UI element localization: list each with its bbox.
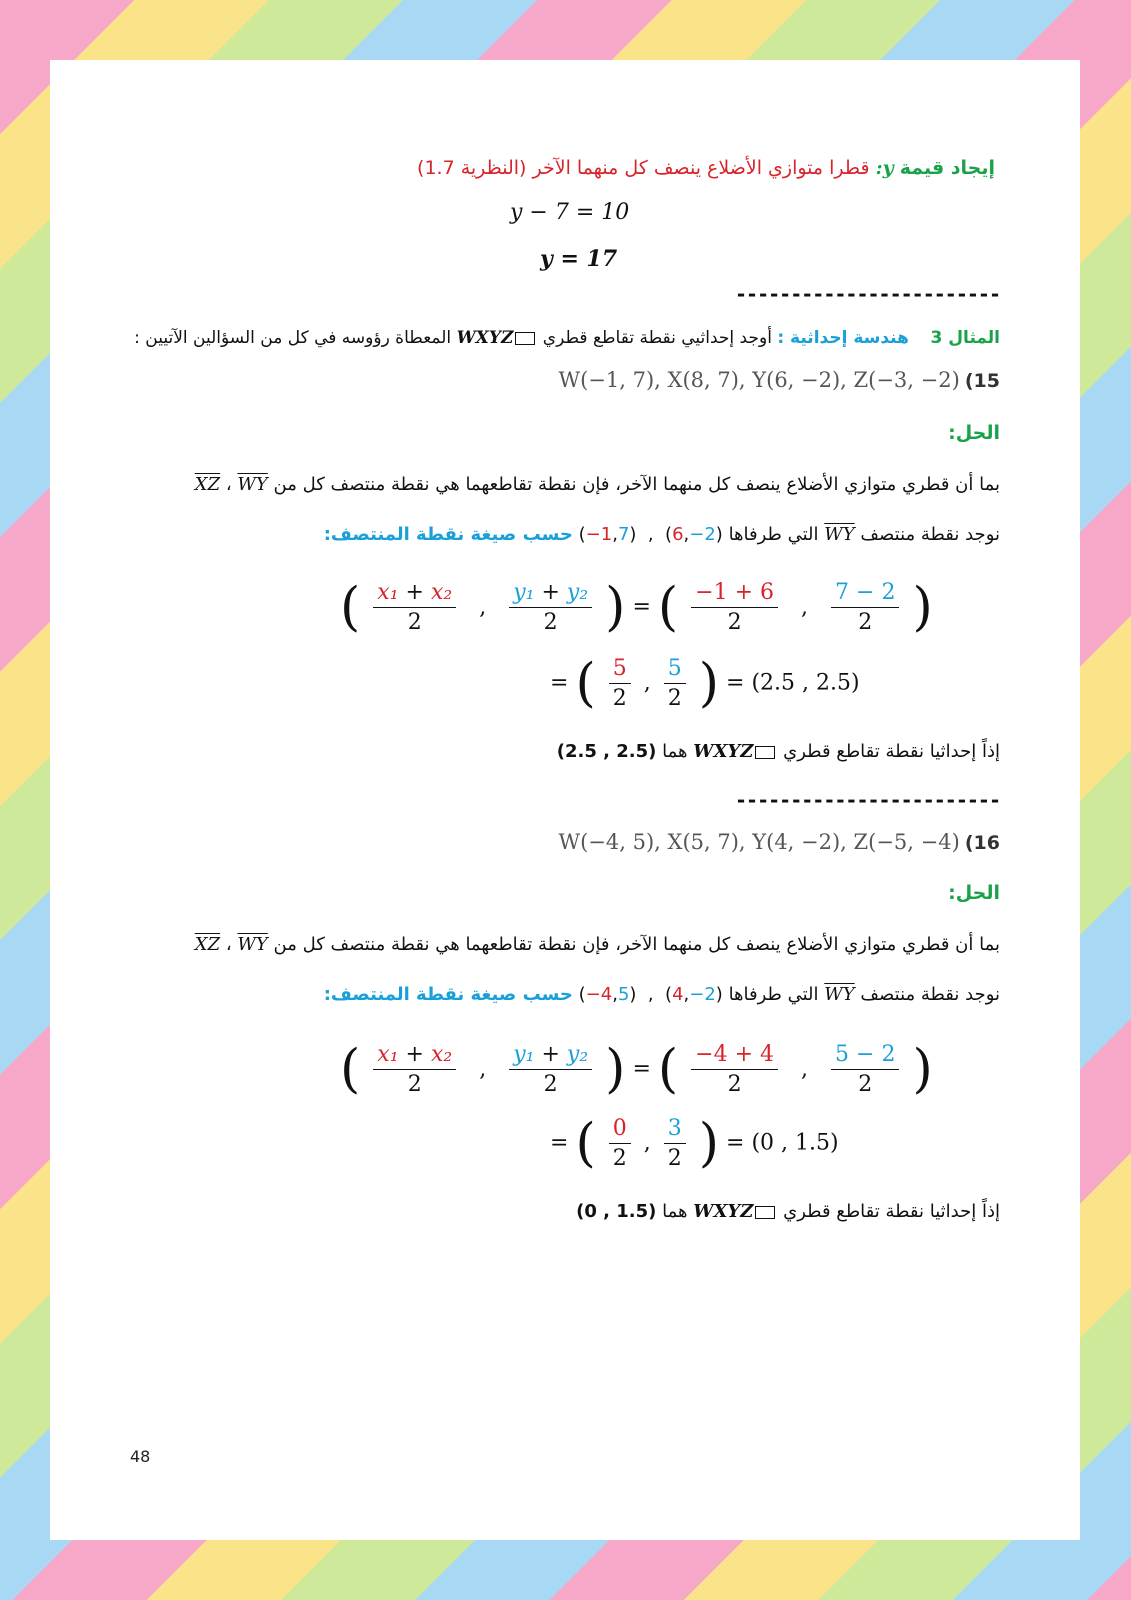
find-y-theorem: (النظرية 1.7) [417, 157, 527, 179]
example-header [134, 328, 1000, 348]
find-y-label: إيجاد قيمة [899, 157, 995, 179]
divider-2: ------------------------ [735, 788, 1000, 812]
page-number: 48 [130, 1447, 151, 1466]
solution-label-16: الحل: [948, 882, 1000, 904]
midpoint-formula-15: ( $\frac{\text{x₁ + x₂}}{2}$ , $\frac{\text{y₁ + y₂}}{2}$ ) = ( $\frac{-1 + 6}{2}$ , $\frac{7 - 2}{2}$ ) [340, 577, 933, 638]
problem-16-line1: بما أن قطري متوازي الأضلاع ينصف كل منهما الآخر، فإن نقطة تقاطعهما هي نقطة منتصف كل من XZ ، WY [194, 934, 1000, 955]
parallelogram-icon [515, 332, 535, 345]
midpoint-formula-16: ( $\frac{\text{x₁ + x₂}}{2}$ , $\frac{\text{y₁ + y₂}}{2}$ ) = ( $\frac{-4 + 4}{2}$ , $\frac{5 - 2}{2}$ ) [340, 1039, 933, 1100]
example-category: هندسة إحداثية : [777, 328, 909, 348]
find-y-reason: قطرا متوازي الأضلاع ينصف كل منهما الآخر [532, 157, 870, 179]
problem-15-line1-text: بما أن قطري متوازي الأضلاع ينصف كل منهما الآخر، فإن نقطة تقاطعهما هي نقطة منتصف كل من [273, 474, 1000, 495]
parallelogram-icon [755, 1206, 775, 1219]
conclusion-value-15: (2.5 , 2.5) [556, 741, 657, 762]
problem-15-line1: بما أن قطري متوازي الأضلاع ينصف كل منهما الآخر، فإن نقطة تقاطعهما هي نقطة منتصف كل من XZ ، WY [194, 474, 1000, 495]
solution-label-15: الحل: [948, 422, 1000, 444]
midpoint-result-16: = ( $\frac{0}{2}$ , $\frac{3}{2}$ ) = (0 , 1.5) [550, 1113, 839, 1174]
problem-16-statement [559, 830, 1000, 854]
problem-15-statement [559, 368, 1000, 392]
problem-15-line2-mid: التي طرفاها [728, 524, 819, 545]
example-shape: WXYZ [456, 328, 514, 348]
find-y-var: y: [875, 157, 894, 179]
page-sheet [50, 60, 1080, 1540]
conclusion-15: إذاً إحداثيا نقطة تقاطع قطري WXYZ هما (2.5 , 2.5) [556, 741, 1000, 762]
conclusion-value-16: (0 , 1.5) [576, 1201, 657, 1222]
problem-15-line2 [324, 524, 1000, 545]
problem-15-endpoints: (−1,7) , (6,−2) [578, 524, 723, 545]
parallelogram-icon [755, 746, 775, 759]
segment-wy: WY [237, 474, 268, 495]
problem-16-vertices: W(−4, 5), X(5, 7), Y(4, −2), Z(−5, −4) [558, 830, 960, 854]
problem-16-line2: نوجد نقطة منتصف WY التي طرفاها (−4,5) , (4,−2) حسب صيغة نقطة المنتصف: [323, 984, 1000, 1005]
conclusion-16: إذاً إحداثيا نقطة تقاطع قطري WXYZ هما (0 , 1.5) [576, 1201, 1000, 1222]
find-y-line [417, 157, 995, 179]
problem-15-vertices: W(−1, 7), X(8, 7), Y(6, −2), Z(−3, −2) [558, 368, 960, 392]
segment-xz: XZ [194, 474, 221, 495]
midpoint-result-15: = ( $\frac{5}{2}$ , $\frac{5}{2}$ ) = (2.5 , 2.5) [550, 653, 860, 714]
example-text-after: المعطاة رؤوسه في كل من السؤالين الآتيين : [134, 328, 452, 348]
problem-16-number: (16 [964, 832, 1000, 854]
equation-result: y = 17 [540, 246, 618, 272]
equation-step: y − 7 = 10 [510, 200, 630, 225]
divider-1: ------------------------ [735, 282, 1000, 306]
formula-label-15: حسب صيغة نقطة المنتصف: [323, 524, 573, 545]
segment-wy-2: WY [824, 524, 855, 545]
example-number: المثال 3 [930, 328, 1000, 348]
problem-16-endpoints: (−4,5) , (4,−2) [578, 984, 723, 1005]
problem-15-number: (15 [964, 370, 1000, 392]
problem-15-line2-text: نوجد نقطة منتصف [860, 524, 1000, 545]
example-text-before: أوجد إحداثيي نقطة تقاطع قطري [542, 328, 772, 348]
